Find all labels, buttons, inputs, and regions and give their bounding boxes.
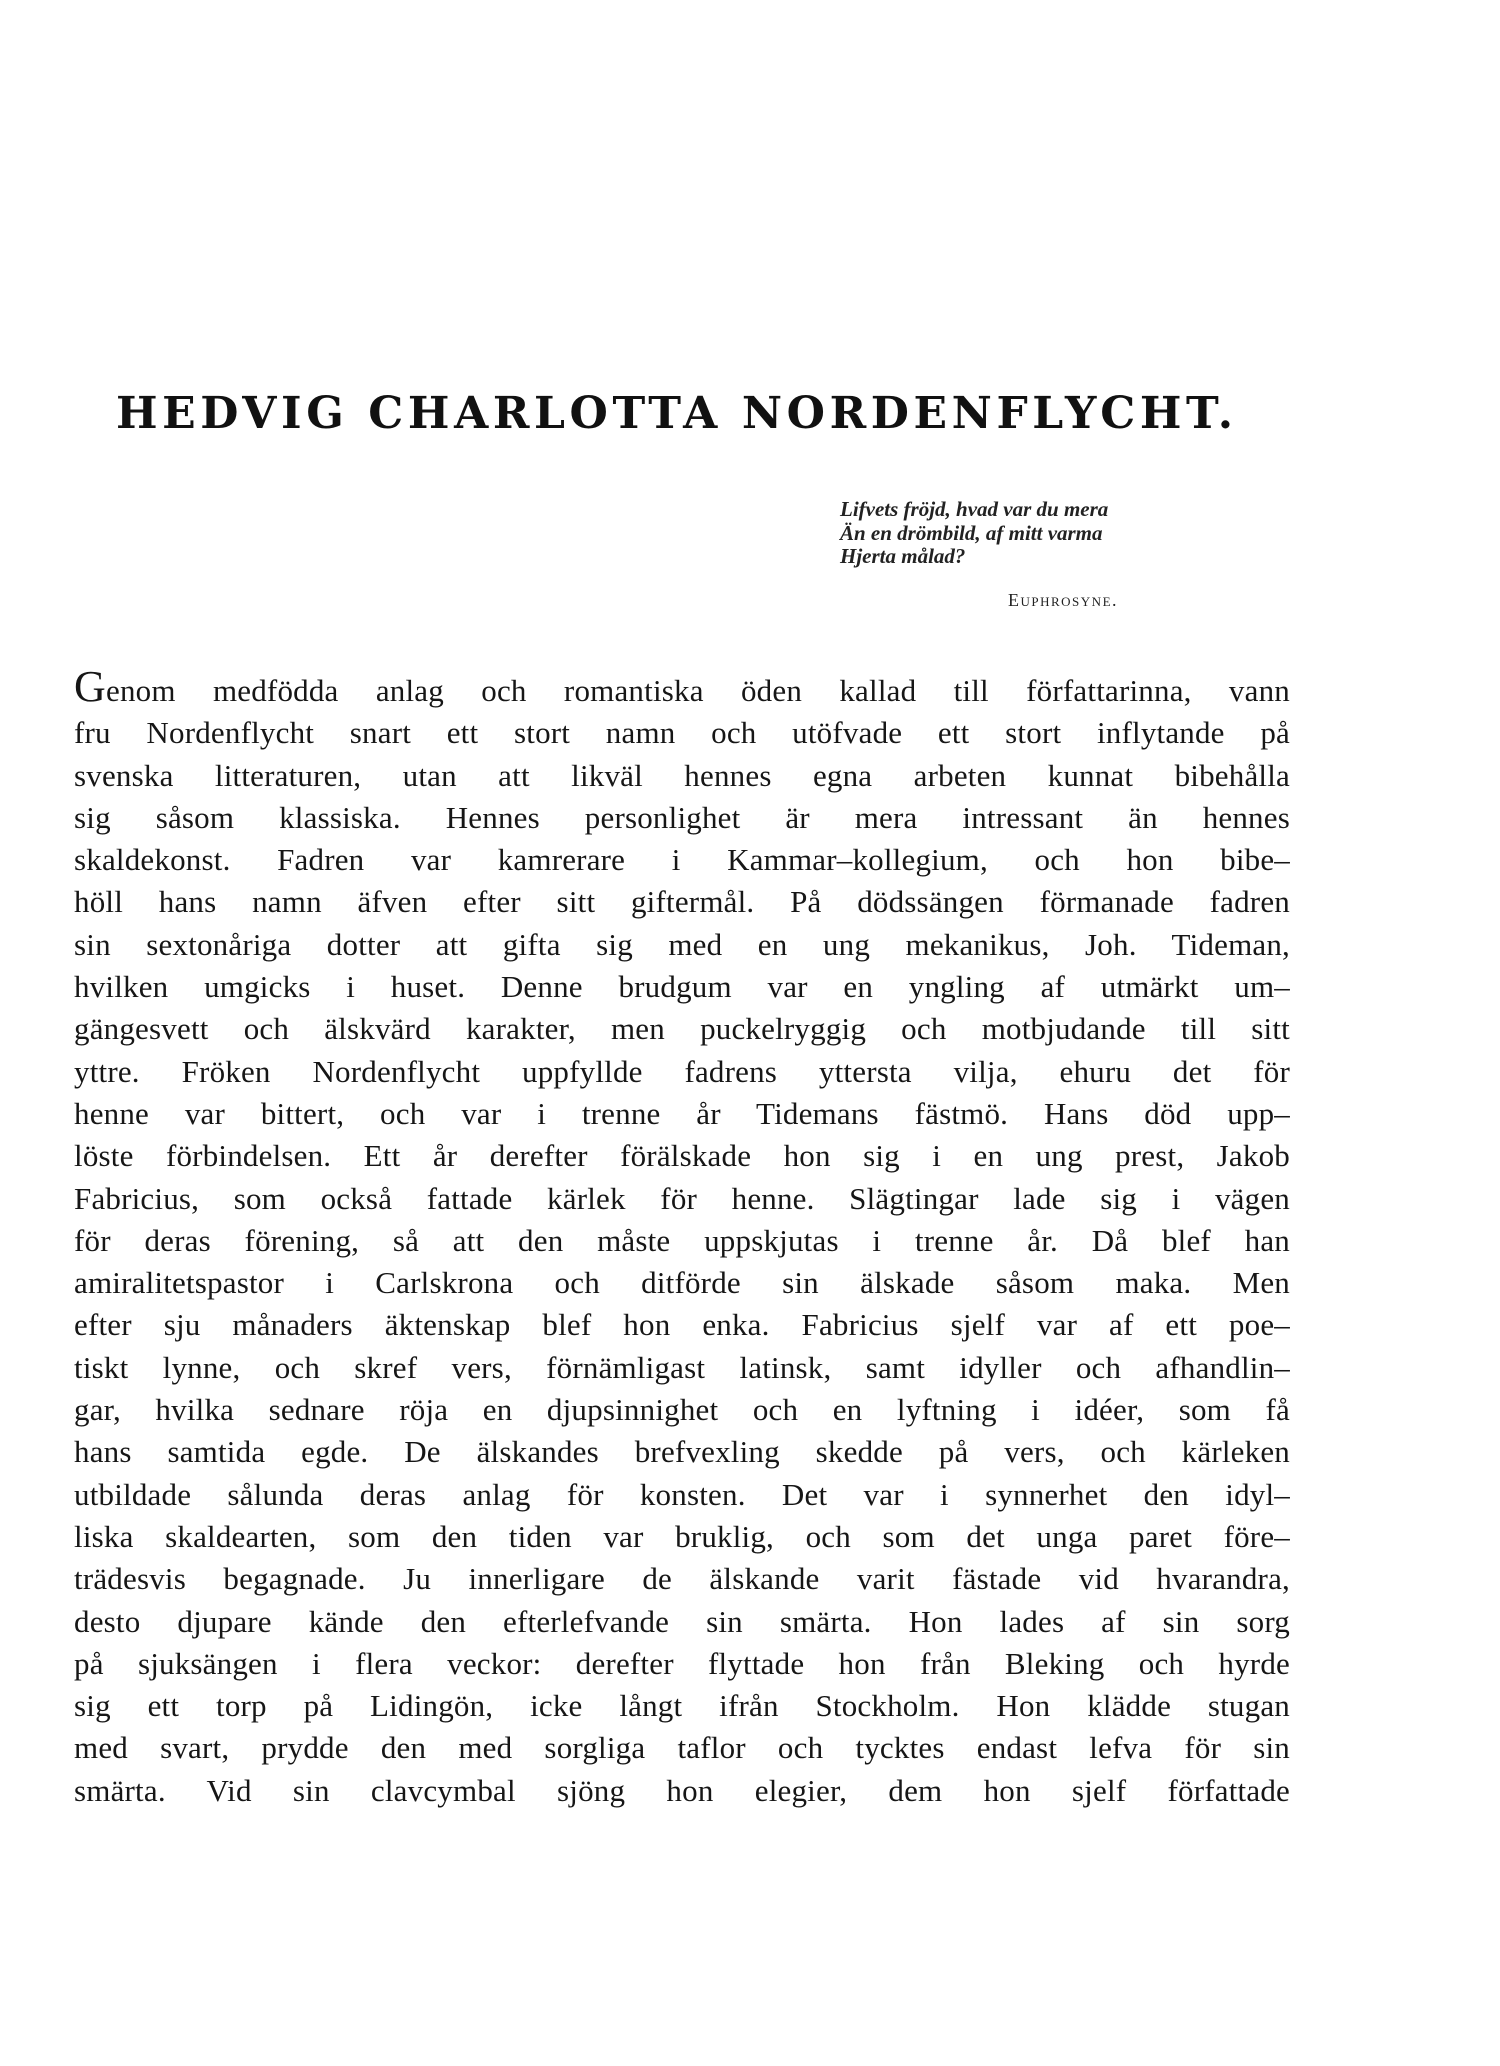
epigraph-line: Lifvets fröjd, hvad var du mera bbox=[840, 497, 1109, 521]
body-line: fru Nordenflycht snart ett stort namn och utöfvade ett stort inflytande på bbox=[74, 715, 1290, 751]
body-line: smärta. Vid sin clavcymbal sjöng hon elegier, dem hon sjelf författade bbox=[74, 1772, 1290, 1808]
body-line: Fabricius, som också fattade kärlek för henne. Slägtingar lade sig i vägen bbox=[74, 1180, 1290, 1216]
drop-cap: G bbox=[74, 662, 106, 711]
body-line: på sjuksängen i flera veckor: derefter flyttade hon från Bleking och hyrde bbox=[74, 1645, 1290, 1681]
body-line: sin sextonåriga dotter att gifta sig med en ung mekanikus, Joh. Tideman, bbox=[74, 926, 1290, 962]
body-line: gängesvett och älskvärd karakter, men puckelryggig och motbjudande till sitt bbox=[74, 1011, 1290, 1047]
body-line: sig ett torp på Lidingön, icke långt ifrån Stockholm. Hon klädde stugan bbox=[74, 1688, 1290, 1724]
body-line: hvilken umgicks i huset. Denne brudgum var en yngling af utmärkt um– bbox=[74, 969, 1290, 1005]
body-line: liska skaldearten, som den tiden var bruklig, och som det unga paret före– bbox=[74, 1518, 1290, 1554]
body-line: efter sju månaders äktenskap blef hon enka. Fabricius sjelf var af ett poe– bbox=[74, 1307, 1290, 1343]
epigraph-author: Euphrosyne. bbox=[1008, 590, 1119, 610]
body-line: löste förbindelsen. Ett år derefter förälskade hon sig i en ung prest, Jakob bbox=[74, 1138, 1290, 1174]
body-line: sig såsom klassiska. Hennes personlighet är mera intressant än hennes bbox=[74, 799, 1290, 835]
first-line-text: enom medfödda anlag och romantiska öden kallad till författarinna, vann bbox=[105, 673, 1290, 708]
epigraph-line: Än en drömbild, af mitt varma bbox=[840, 520, 1103, 545]
body-line: gar, hvilka sednare röja en djupsinnighet och en lyftning i idéer, som få bbox=[74, 1392, 1290, 1428]
body-lines bbox=[74, 712, 1290, 1812]
body-line: skaldekonst. Fadren var kamrerare i Kammar–kollegium, och hon bibe– bbox=[74, 842, 1290, 878]
body-line: henne var bittert, och var i trenne år Tidemans fästmö. Hans död upp– bbox=[74, 1095, 1290, 1131]
epigraph bbox=[840, 498, 1280, 569]
body-line: för deras förening, så att den måste uppskjutas i trenne år. Då blef han bbox=[74, 1222, 1290, 1258]
epigraph-line: Hjerta målad? bbox=[840, 544, 966, 568]
body-line-first bbox=[74, 662, 1290, 712]
body-line: svenska litteraturen, utan att likväl hennes egna arbeten kunnat bibehålla bbox=[74, 757, 1290, 793]
body-line: amiralitetspastor i Carlskrona och ditförde sin älskade såsom maka. Men bbox=[74, 1265, 1290, 1301]
body-line: tiskt lynne, och skref vers, förnämligast latinsk, samt idyller och afhandlin– bbox=[74, 1349, 1290, 1385]
body-line: yttre. Fröken Nordenflycht uppfyllde fadrens yttersta vilja, ehuru det för bbox=[74, 1053, 1290, 1089]
body-line: höll hans namn äfven efter sitt giftermål. På dödssängen förmanade fadren bbox=[74, 884, 1290, 920]
page-title: HEDVIG CHARLOTTA NORDENFLYCHT. bbox=[116, 388, 1238, 439]
body-line: med svart, prydde den med sorgliga taflor och tycktes endast lefva för sin bbox=[74, 1730, 1290, 1766]
body-line: hans samtida egde. De älskandes brefvexling skedde på vers, och kärleken bbox=[74, 1434, 1290, 1470]
body-text bbox=[74, 662, 1290, 1812]
body-line: trädesvis begagnade. Ju innerligare de älskande varit fästade vid hvarandra, bbox=[74, 1561, 1290, 1597]
body-line: utbildade sålunda deras anlag för konsten. Det var i synnerhet den idyl– bbox=[74, 1476, 1290, 1512]
body-line: desto djupare kände den efterlefvande sin smärta. Hon lades af sin sorg bbox=[74, 1603, 1290, 1639]
